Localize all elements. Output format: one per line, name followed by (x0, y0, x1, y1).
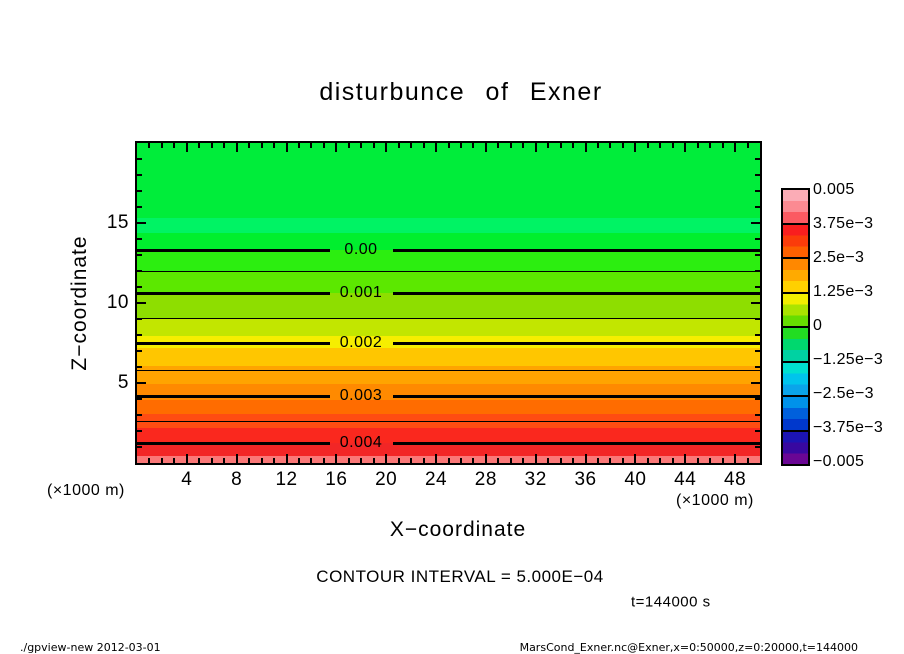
x-axis-tick (286, 143, 288, 152)
contour-line-major (393, 249, 760, 252)
x-axis-tick (684, 143, 686, 152)
x-axis-tick (585, 454, 587, 463)
x-tick-label: 12 (275, 469, 298, 490)
x-axis-tick (173, 458, 175, 463)
x-tick-label: 36 (574, 469, 597, 490)
x-axis-tick (709, 143, 711, 148)
x-tick-label: 28 (474, 469, 497, 490)
y-axis-tick (755, 350, 760, 352)
x-axis-tick (659, 458, 661, 463)
x-axis-tick (286, 454, 288, 463)
y-axis-tick (755, 398, 760, 400)
y-axis-tick (137, 254, 142, 256)
y-tick-label: 5 (117, 372, 129, 393)
color-band (137, 250, 760, 271)
y-axis-tick (137, 414, 142, 416)
x-axis-tick (597, 458, 599, 463)
x-axis-tick (659, 143, 661, 148)
y-axis-tick (137, 286, 142, 288)
x-axis-tick (360, 143, 362, 148)
x-tick-label: 8 (231, 469, 243, 490)
x-axis-tick (198, 458, 200, 463)
x-axis-tick (560, 143, 562, 148)
colorbar-tick-label: 3.75e−3 (813, 215, 874, 232)
x-axis-title: X−coordinate (389, 518, 527, 541)
contour-label: 0.002 (339, 334, 383, 351)
x-axis-tick (448, 143, 450, 148)
colorbar-tick-label: 0 (813, 317, 823, 334)
color-band (137, 293, 760, 318)
x-axis-tick (223, 143, 225, 148)
x-axis-tick (236, 454, 238, 463)
colorbar-block (783, 328, 808, 363)
x-tick-label: 44 (674, 469, 697, 490)
color-band (137, 218, 760, 233)
contour-line-major (137, 249, 330, 252)
x-axis-tick (410, 458, 412, 463)
x-axis-tick (572, 143, 574, 148)
y-axis-tick (137, 222, 146, 224)
x-axis-tick (410, 143, 412, 148)
x-axis-tick (522, 143, 524, 148)
contour-label: 0.00 (344, 241, 378, 258)
color-band (137, 366, 760, 384)
x-axis-tick (522, 458, 524, 463)
colorbar-tick-label: −1.25e−3 (813, 351, 884, 368)
contour-line-minor (137, 421, 760, 422)
x-axis-tick (634, 143, 636, 152)
x-axis-tick (672, 143, 674, 148)
x-axis-tick (734, 454, 736, 463)
contour-line-minor (137, 271, 760, 272)
y-axis-tick (755, 270, 760, 272)
colorbar-block (783, 259, 808, 294)
x-axis-tick (248, 458, 250, 463)
colorbar-tick-label: −0.005 (813, 453, 865, 470)
x-axis-tick (323, 143, 325, 148)
x-axis-tick (348, 458, 350, 463)
x-axis-tick (310, 143, 312, 148)
x-axis-tick (323, 458, 325, 463)
x-axis-tick (273, 458, 275, 463)
y-axis-tick (755, 318, 760, 320)
x-axis-tick (709, 458, 711, 463)
x-axis-tick (510, 143, 512, 148)
x-axis-tick (647, 458, 649, 463)
y-axis-tick (137, 446, 142, 448)
x-axis-tick (385, 143, 387, 152)
x-axis-tick (423, 143, 425, 148)
x-axis-tick (460, 143, 462, 148)
contour-label: 0.001 (339, 284, 383, 301)
x-tick-label: 48 (724, 469, 747, 490)
y-axis-tick (751, 302, 760, 304)
colorbar-block (783, 432, 808, 465)
x-axis-tick (273, 143, 275, 148)
y-axis-tick (755, 238, 760, 240)
x-axis-tick (572, 458, 574, 463)
x-axis-tick (535, 143, 537, 152)
x-axis-tick (535, 454, 537, 463)
contour-line-minor (137, 318, 760, 319)
x-axis-tick (722, 458, 724, 463)
color-band (137, 233, 760, 250)
y-axis-tick (137, 366, 142, 368)
colorbar-tick-label: 0.005 (813, 181, 855, 198)
y-axis-unit-label: (×1000 m) (47, 482, 125, 499)
y-axis-tick (137, 430, 142, 432)
colorbar-block (783, 397, 808, 432)
x-axis-tick (472, 458, 474, 463)
x-axis-tick (497, 458, 499, 463)
x-axis-tick (460, 458, 462, 463)
y-axis-tick (755, 366, 760, 368)
x-axis-tick (734, 143, 736, 152)
plot-title: disturbunce of Exner (319, 78, 603, 106)
x-axis-tick (398, 458, 400, 463)
colorbar-tick-label: −2.5e−3 (813, 385, 874, 402)
x-axis-tick (747, 143, 749, 148)
x-axis-tick (186, 454, 188, 463)
colorbar (781, 188, 810, 466)
x-axis-tick (684, 454, 686, 463)
time-annotation: t=144000 s (631, 593, 711, 611)
color-band (137, 428, 760, 443)
colorbar-tick-label: −3.75e−3 (813, 419, 884, 436)
y-axis-tick (755, 446, 760, 448)
x-axis-tick (634, 454, 636, 463)
x-axis-tick (622, 143, 624, 148)
x-axis-tick (435, 454, 437, 463)
y-axis-tick (137, 350, 142, 352)
x-axis-tick (647, 143, 649, 148)
x-axis-tick (609, 458, 611, 463)
contour-line-major (137, 442, 330, 445)
x-axis-tick (472, 143, 474, 148)
x-axis-tick (385, 454, 387, 463)
colorbar-block (783, 294, 808, 329)
contour-line-major (393, 395, 760, 398)
x-axis-tick (398, 143, 400, 148)
x-axis-tick (161, 143, 163, 148)
colorbar-block (783, 363, 808, 398)
x-tick-label: 32 (524, 469, 547, 490)
x-axis-tick (161, 458, 163, 463)
x-axis-tick (211, 143, 213, 148)
x-axis-tick (423, 458, 425, 463)
x-axis-tick (597, 143, 599, 148)
y-axis-tick (755, 414, 760, 416)
x-axis-tick (547, 143, 549, 148)
x-axis-tick (335, 454, 337, 463)
x-axis-tick (697, 458, 699, 463)
x-axis-tick (373, 458, 375, 463)
x-axis-tick (261, 458, 263, 463)
x-axis-tick (298, 458, 300, 463)
y-axis-tick (137, 302, 146, 304)
colorbar-block (783, 225, 808, 260)
footer-program-stamp: ./gpview-new 2012-03-01 (20, 641, 161, 654)
contour-line-major (137, 395, 330, 398)
x-axis-tick (497, 143, 499, 148)
contour-line-major (137, 292, 330, 295)
y-axis-tick (755, 158, 760, 160)
y-axis-tick (755, 334, 760, 336)
y-axis-tick (137, 270, 142, 272)
color-band (137, 271, 760, 293)
x-axis-tick (148, 143, 150, 148)
footer-source-stamp: MarsCond_Exner.nc@Exner,x=0:50000,z=0:20000,t=144000 (519, 641, 858, 654)
contour-line-major (393, 342, 760, 345)
y-axis-tick (755, 206, 760, 208)
x-axis-tick (560, 458, 562, 463)
y-axis-tick (137, 318, 142, 320)
y-axis-tick (137, 238, 142, 240)
colorbar-tick-label: 1.25e−3 (813, 283, 874, 300)
y-tick-label: 10 (106, 292, 129, 313)
x-axis-tick (672, 458, 674, 463)
contour-label: 0.003 (339, 387, 383, 404)
colorbar-block (783, 190, 808, 225)
x-axis-tick (348, 143, 350, 148)
colorbar-tick-label: 2.5e−3 (813, 249, 865, 266)
x-axis-tick (248, 143, 250, 148)
x-tick-label: 24 (424, 469, 448, 490)
x-axis-unit-label: (×1000 m) (676, 492, 754, 509)
y-axis-tick (137, 382, 146, 384)
y-axis-tick (751, 222, 760, 224)
x-axis-tick (186, 143, 188, 152)
x-axis-tick (148, 458, 150, 463)
y-axis-tick (137, 398, 142, 400)
x-axis-tick (310, 458, 312, 463)
x-axis-tick (373, 143, 375, 148)
contour-line-major (393, 442, 760, 445)
y-axis-tick (137, 190, 142, 192)
x-axis-tick (585, 143, 587, 152)
x-tick-label: 16 (325, 469, 348, 490)
x-tick-label: 40 (624, 469, 647, 490)
y-axis-tick (755, 254, 760, 256)
x-axis-tick (485, 454, 487, 463)
y-axis-tick (751, 382, 760, 384)
y-axis-title: Z−coordinate (68, 235, 91, 371)
x-axis-tick (747, 458, 749, 463)
contour-line-minor (137, 370, 760, 371)
x-axis-tick (298, 143, 300, 148)
y-axis-tick (137, 206, 142, 208)
y-axis-tick (755, 190, 760, 192)
y-axis-tick (137, 174, 142, 176)
color-band (137, 143, 760, 218)
x-axis-tick (198, 143, 200, 148)
x-axis-tick (335, 143, 337, 152)
plot-area (135, 141, 762, 465)
x-axis-tick (622, 458, 624, 463)
contour-interval-note: CONTOUR INTERVAL = 5.000E−04 (316, 567, 604, 586)
contour-label: 0.004 (339, 434, 383, 451)
x-axis-tick (722, 143, 724, 148)
x-axis-tick (223, 458, 225, 463)
x-axis-tick (236, 143, 238, 152)
x-axis-tick (173, 143, 175, 148)
x-tick-label: 20 (375, 469, 398, 490)
y-axis-tick (137, 158, 142, 160)
x-axis-tick (485, 143, 487, 152)
x-axis-tick (448, 458, 450, 463)
x-tick-label: 4 (181, 469, 193, 490)
x-axis-tick (435, 143, 437, 152)
color-band (137, 348, 760, 366)
y-axis-tick (137, 334, 142, 336)
contour-line-major (393, 292, 760, 295)
x-axis-tick (697, 143, 699, 148)
y-axis-tick (755, 174, 760, 176)
y-axis-tick (755, 430, 760, 432)
contour-line-major (137, 342, 330, 345)
color-band (137, 318, 760, 336)
x-axis-tick (211, 458, 213, 463)
x-axis-tick (510, 458, 512, 463)
y-axis-tick (755, 286, 760, 288)
x-axis-tick (547, 458, 549, 463)
y-tick-label: 15 (106, 212, 129, 233)
color-band (137, 400, 760, 414)
x-axis-tick (261, 143, 263, 148)
x-axis-tick (360, 458, 362, 463)
x-axis-tick (609, 143, 611, 148)
